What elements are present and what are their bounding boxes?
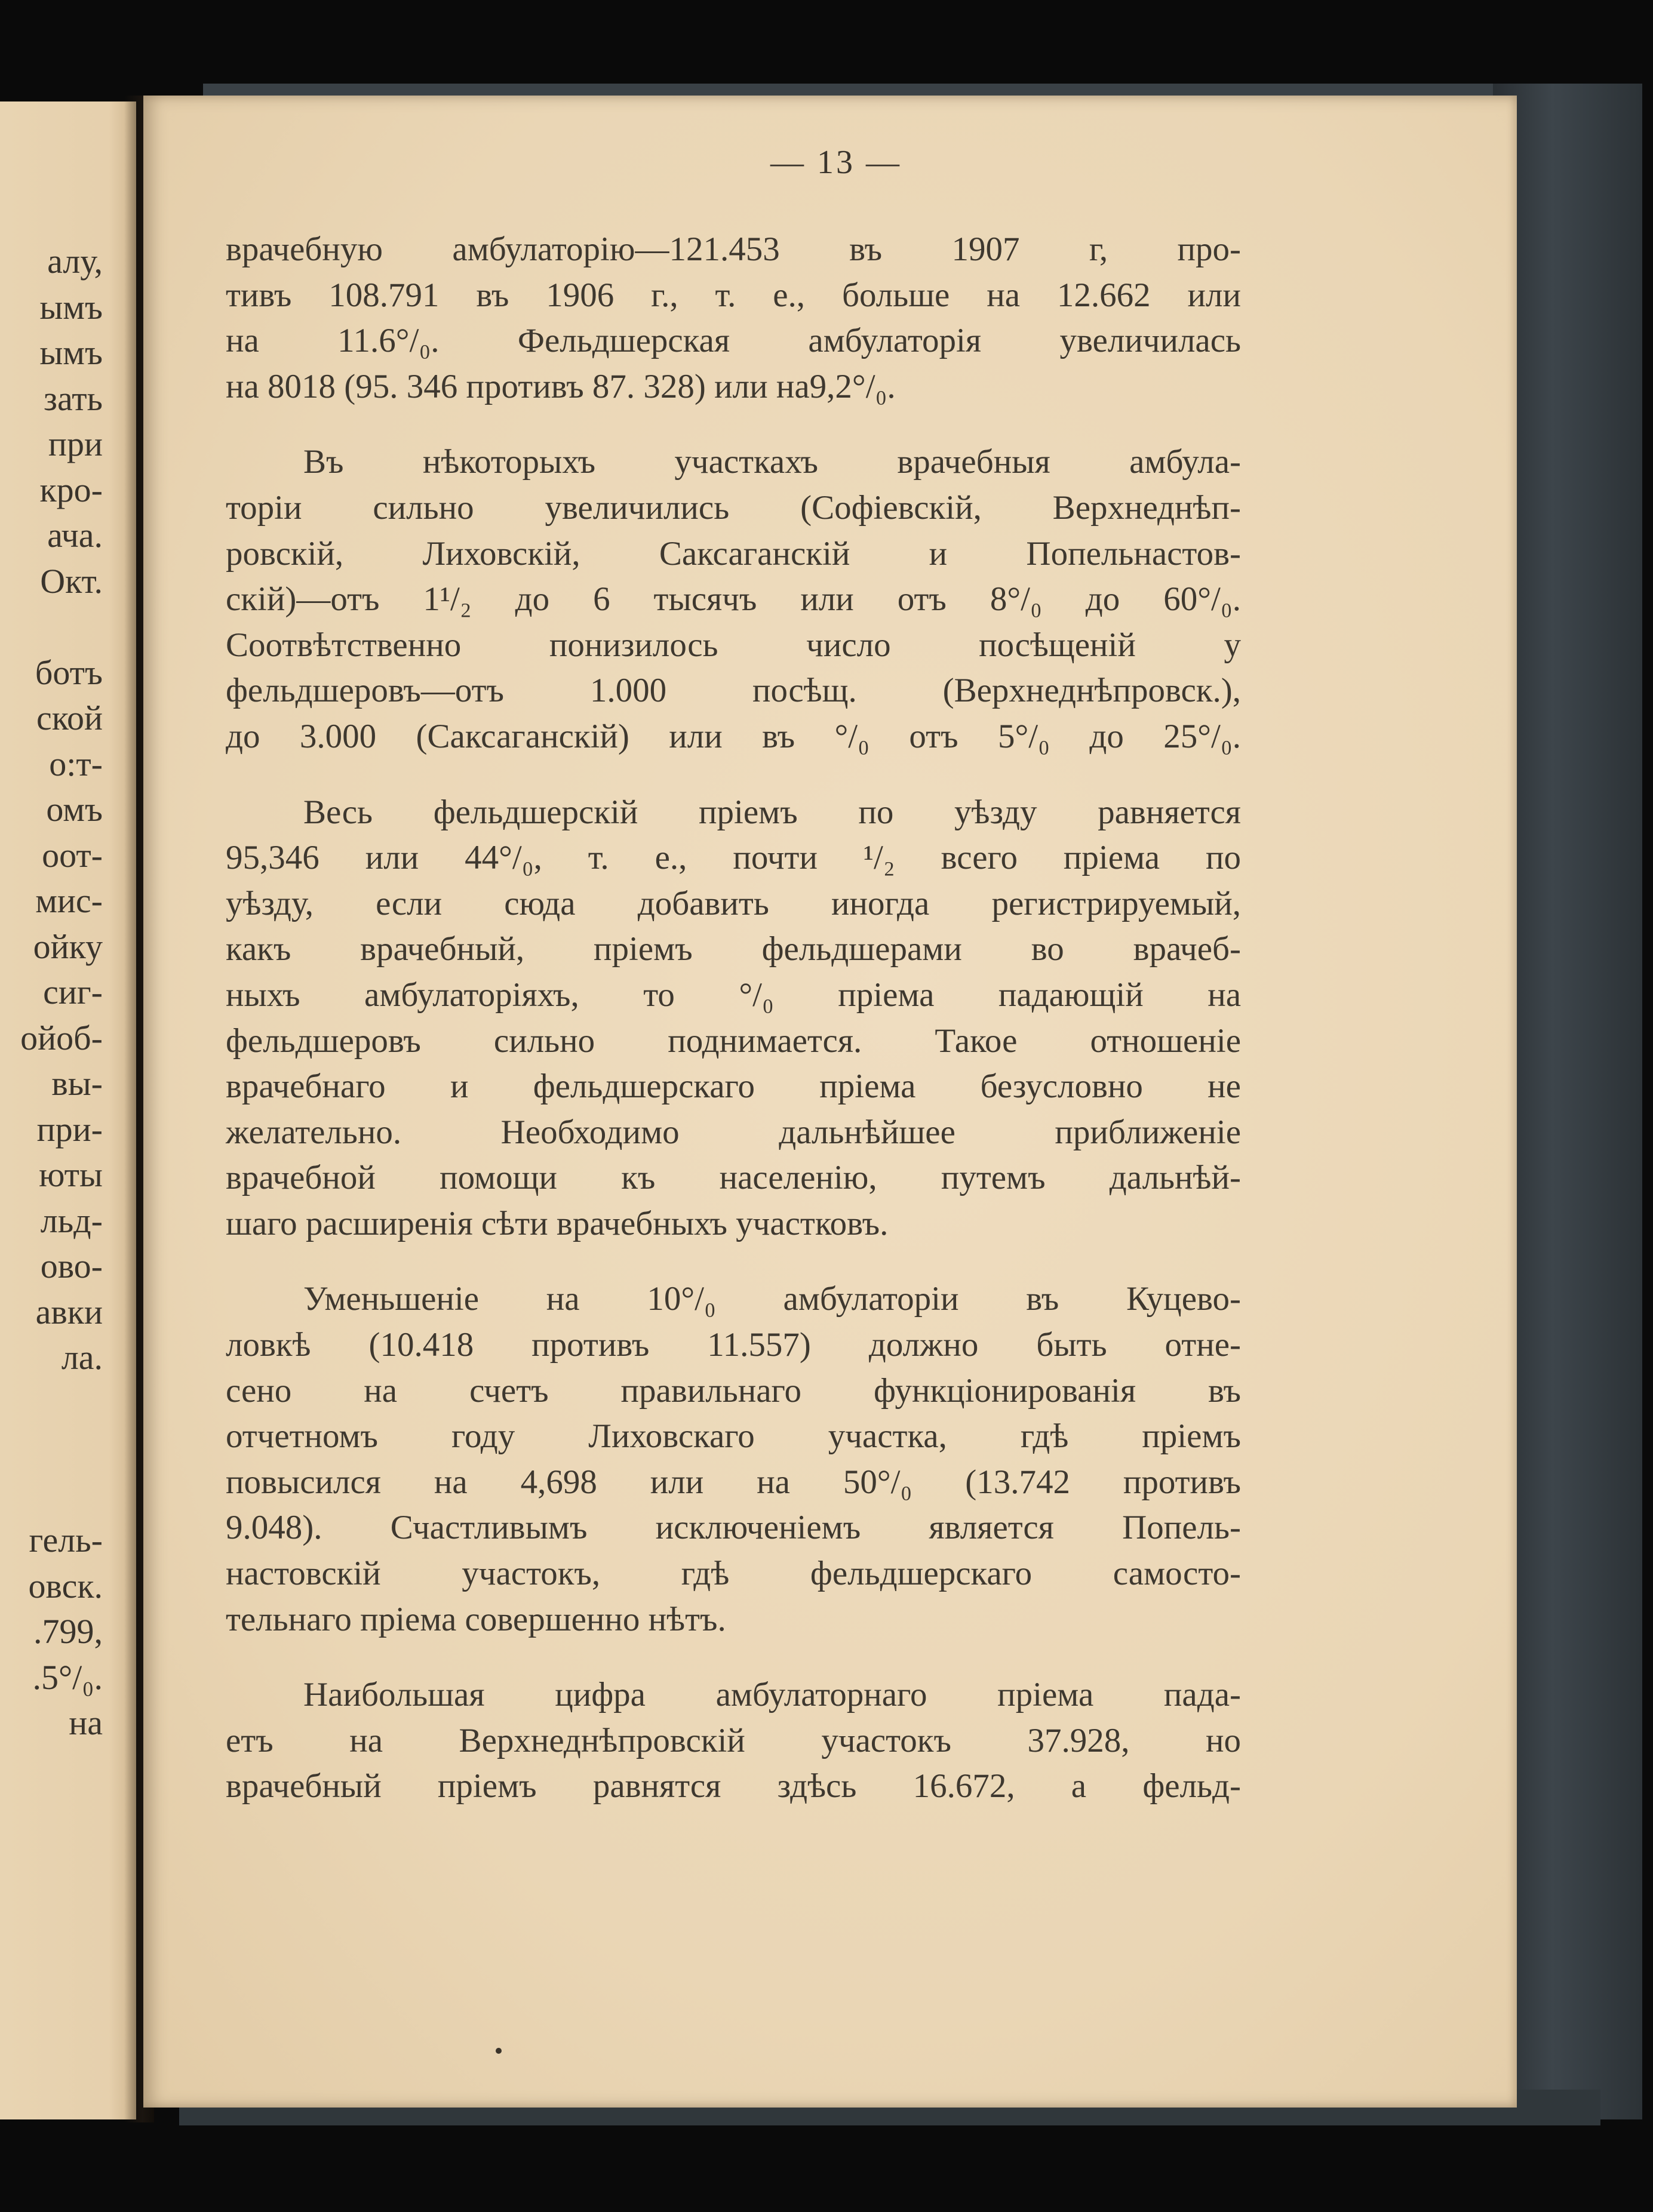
left-page-line: ла. [61,1338,103,1377]
text-line: фельдшеровъ сильно поднимается. Такое отношеніе [226,1022,1241,1060]
page-body [226,227,1241,1810]
left-page-line [0,1381,136,1427]
left-page-line: ойку [33,927,103,966]
text-line: желательно. Необходимо дальнѣйшее приближеніе [226,1113,1241,1151]
text-line: ныхъ амбулаторіяхъ, то °/₀ пріема падающій на [226,976,1241,1014]
left-page-line: ботъ [35,653,103,692]
left-page-line: .799, [33,1612,103,1651]
text-line: шаго расширенія сѣти врачебныхъ участковъ. [226,1204,889,1242]
text-line: тивъ 108.791 въ 1906 г., т. е., больше на 12.662 или [226,276,1241,314]
left-page-line: вы- [51,1064,103,1103]
text-line: ловкѣ (10.418 противъ 11.557) должно быть отне- [226,1326,1241,1364]
left-page-line: ымъ [39,287,103,327]
text-line: Наибольшая цифра амбулаторнаго пріема пада- [303,1676,1241,1714]
left-page-line: ойоб- [20,1018,103,1057]
text-line: уѣзду, если сюда добавить иногда регистрируемый, [226,884,1241,922]
left-page-line: зать [44,379,103,418]
paragraph-5 [226,1672,1241,1810]
paragraph-1 [226,227,1241,410]
left-page-line: овск. [28,1566,103,1605]
text-line: фельдшеровъ—отъ 1.000 посѣщ. (Верхнеднѣпровск.), [226,672,1241,710]
text-line: ровскій, Лиховскій, Саксаганскій и Попельнастов- [226,534,1241,573]
paragraph-4 [226,1276,1241,1642]
text-line: Весь фельдшерскій пріемъ по уѣзду равняется [303,793,1241,831]
text-line: повысился на 4,698 или на 50°/₀ (13.742 противъ [226,1463,1241,1501]
left-page-line: .5°/₀. [32,1657,103,1697]
left-page-line [0,604,136,650]
text-line: 95,346 или 44°/₀, т. е., почти ¹/₂ всего пріема по [226,839,1241,877]
text-line: сено на счетъ правильнаго функціонированія въ [226,1371,1241,1410]
book-page [143,96,1517,2108]
left-page-line: оот- [42,835,103,875]
page-number: — 13 — [770,144,902,181]
text-line: Уменьшеніе на 10°/₀ амбулаторіи въ Куцево- [303,1280,1241,1318]
left-page-line: ымъ [39,333,103,372]
text-line: на 11.6°/₀. Фельдшерская амбулаторія увеличилась [226,322,1241,360]
left-page-text [0,239,136,1746]
left-page-line [0,1472,136,1518]
text-line: отчетномъ году Лиховскаго участка, гдѣ пріемъ [226,1417,1241,1456]
left-page-line: при [48,424,103,463]
left-page-line: Окт. [40,561,103,601]
text-line: тельнаго пріема совершенно нѣтъ. [226,1600,726,1638]
left-page-line: авки [35,1292,103,1331]
text-line: скій)—отъ 1¹/₂ до 6 тысячъ или отъ 8°/₀ до 60°/₀. [226,580,1241,619]
left-page-line [0,1426,136,1472]
left-page-line: алу, [47,242,103,281]
text-line: какъ врачебный, пріемъ фельдшерами во врачеб- [226,930,1241,968]
text-line: врачебную амбулаторію—121.453 въ 1907 г, про- [226,230,1241,268]
left-facing-page [0,101,136,2119]
left-page-line: сиг- [43,973,103,1011]
left-page-line: ача. [47,516,103,555]
left-page-line: кро- [39,470,103,509]
left-page-line: льд- [40,1201,103,1240]
text-line: на 8018 (95. 346 противъ 87. 328) или на9,2°/₀. [226,367,896,405]
left-page-line: гель- [29,1521,103,1559]
text-line: врачебнаго и фельдшерскаго пріема безусловно не [226,1067,1241,1106]
paper-speck [496,2048,502,2054]
text-line: врачебной помощи къ населенію, путемъ дальнѣй- [226,1159,1241,1197]
text-line: Соотвѣтственно понизилось число посѣщеній у [226,626,1241,664]
left-page-line: ской [36,699,103,737]
paragraph-2 [226,439,1241,759]
text-line: торіи сильно увеличились (Софіевскій, Верхнеднѣп- [226,488,1241,527]
text-line: врачебный пріемъ равнятся здѣсь 16.672, а фельд- [226,1767,1241,1805]
text-line: настовскій участокъ, гдѣ фельдшерскаго самосто- [226,1555,1241,1593]
text-line: до 3.000 (Саксаганскій) или въ °/₀ отъ 5°/₀ до 25°/₀. [226,717,1241,755]
paragraph-3 [226,790,1241,1247]
left-page-line: омъ [46,790,103,829]
left-page-line: юты [39,1155,103,1194]
text-line: 9.048). Счастливымъ исключеніемъ является Попель- [226,1509,1241,1547]
text-line: Въ нѣкоторыхъ участкахъ врачебныя амбула- [303,443,1241,481]
left-page-line: мис- [35,881,103,920]
left-page-line: о:т- [49,744,103,783]
left-page-line: на [69,1703,103,1742]
left-page-line: при- [36,1109,103,1149]
left-page-line: ово- [40,1247,103,1285]
text-line: етъ на Верхнеднѣпровскій участокъ 37.928, но [226,1721,1241,1759]
